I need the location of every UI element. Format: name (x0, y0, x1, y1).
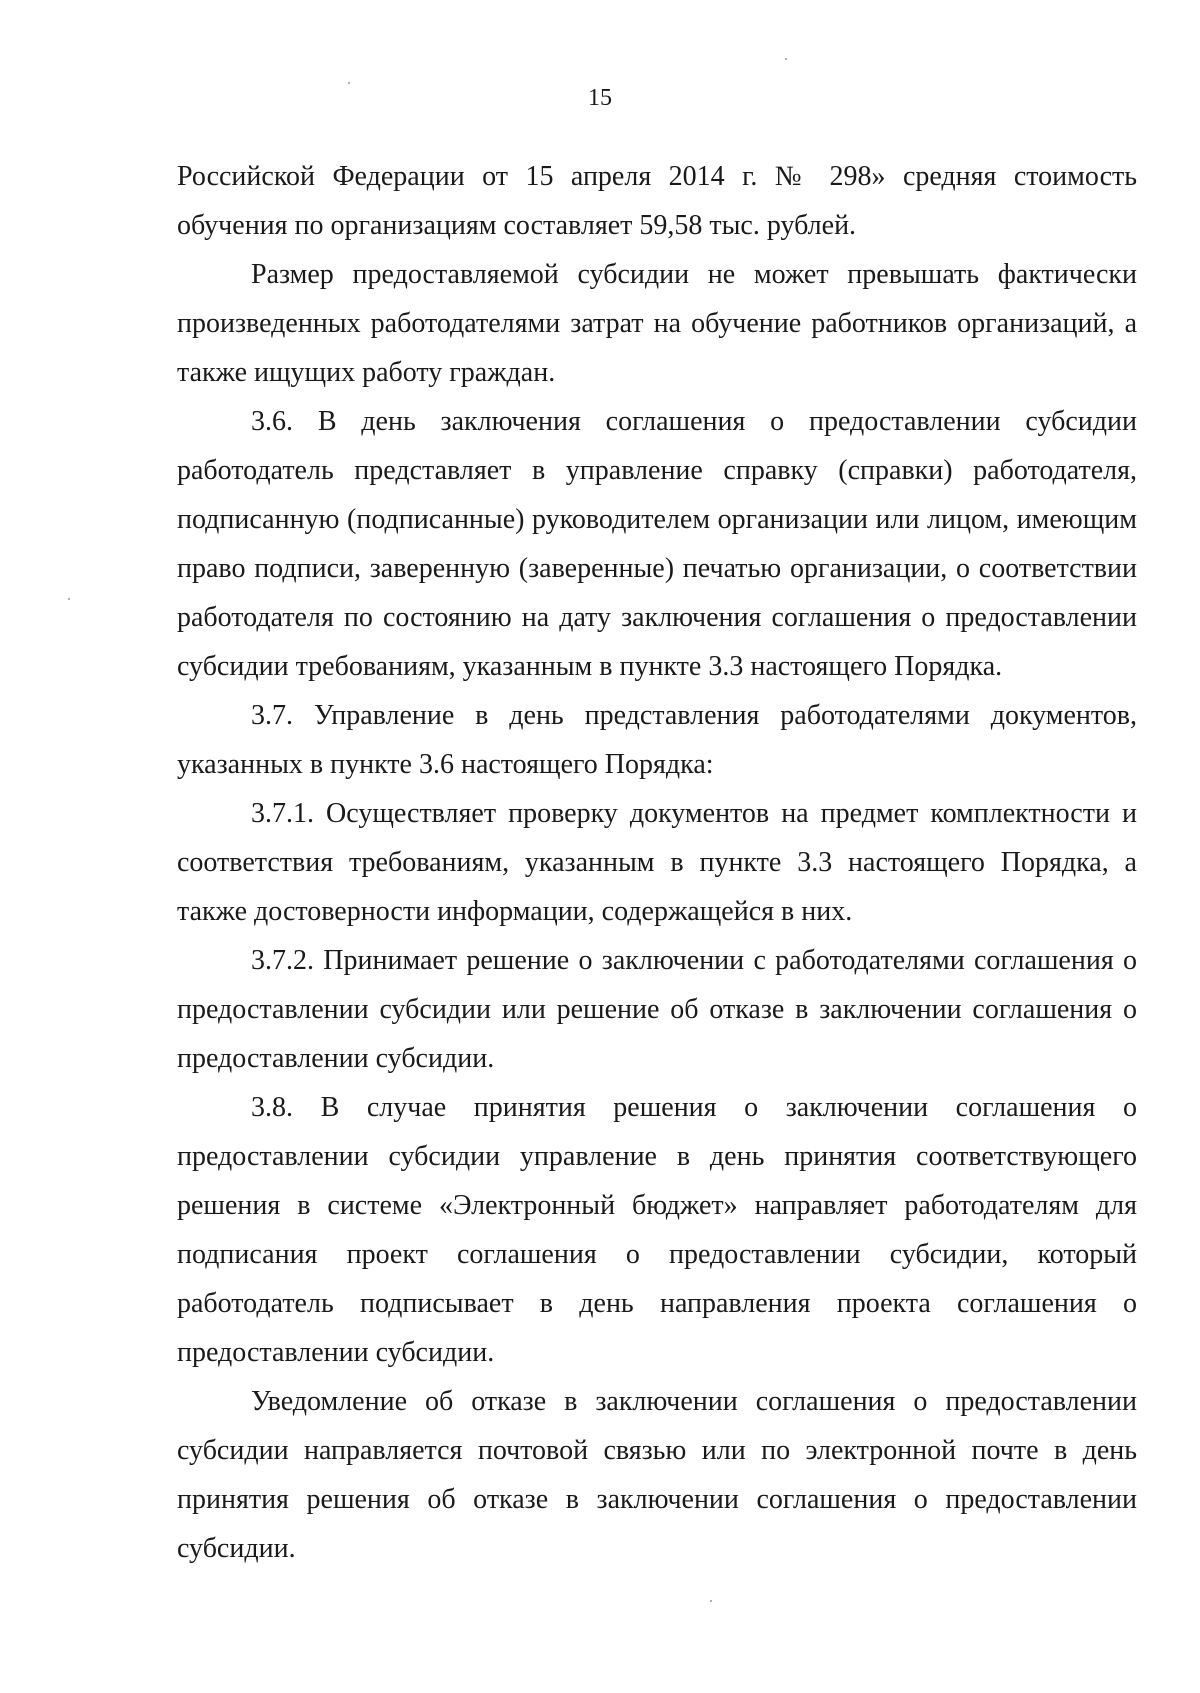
paragraph-3-8: 3.8. В случае принятия решения о заключении соглашения о предоставлении субсидии управление в день принятия соответствующего решения в системе «Электронный бюджет» направляет работодателям для подписания проект соглашения о предоставлении субсидии, который работодатель подписывает в день направления проекта соглашения о предоставлении субсидии. (177, 1092, 1137, 1368)
page-number: 15 (588, 85, 612, 111)
paragraph-3-7: 3.7. Управление в день представления работодателями документов, указанных в пункте 3.6 настоящего Порядка: (177, 700, 1137, 780)
document-body (177, 152, 1137, 1573)
paragraph-subsidy-limit: Размер предоставляемой субсидии не может превышать фактически произведенных работодателями затрат на обучение работников организаций, а также ищущих работу граждан. (177, 259, 1137, 388)
scan-speck (785, 58, 787, 60)
paragraph-refusal-notice: Уведомление об отказе в заключении соглашения о предоставлении субсидии направляется почтовой связью или по электронной почте в день принятия решения об отказе в заключении соглашения о предоставлении субсидии. (177, 1386, 1137, 1564)
scan-speck (710, 1600, 712, 1602)
scan-speck (68, 598, 70, 600)
paragraph-3-6: 3.6. В день заключения соглашения о предоставлении субсидии работодатель представляет в управление справку (справки) работодателя, подписанную (подписанные) руководителем организации или лицом, имеющим право подписи, заверенную (заверенные) печатью организации, о соответствии работодателя по состоянию на дату заключения соглашения о предоставлении субсидии требованиям, указанным в пункте 3.3 настоящего Порядка. (177, 406, 1137, 682)
paragraph-3-7-2: 3.7.2. Принимает решение о заключении с работодателями соглашения о предоставлении субсидии или решение об отказе в заключении соглашения о предоставлении субсидии. (177, 945, 1137, 1074)
paragraph-3-7-1: 3.7.1. Осуществляет проверку документов на предмет комплектности и соответствия требованиям, указанным в пункте 3.3 настоящего Порядка, а также достоверности информации, содержащейся в них. (177, 798, 1137, 927)
paragraph-continuation: Российской Федерации от 15 апреля 2014 г. № 298» средняя стоимость обучения по организациям составляет 59,58 тыс. рублей. (177, 161, 1137, 241)
